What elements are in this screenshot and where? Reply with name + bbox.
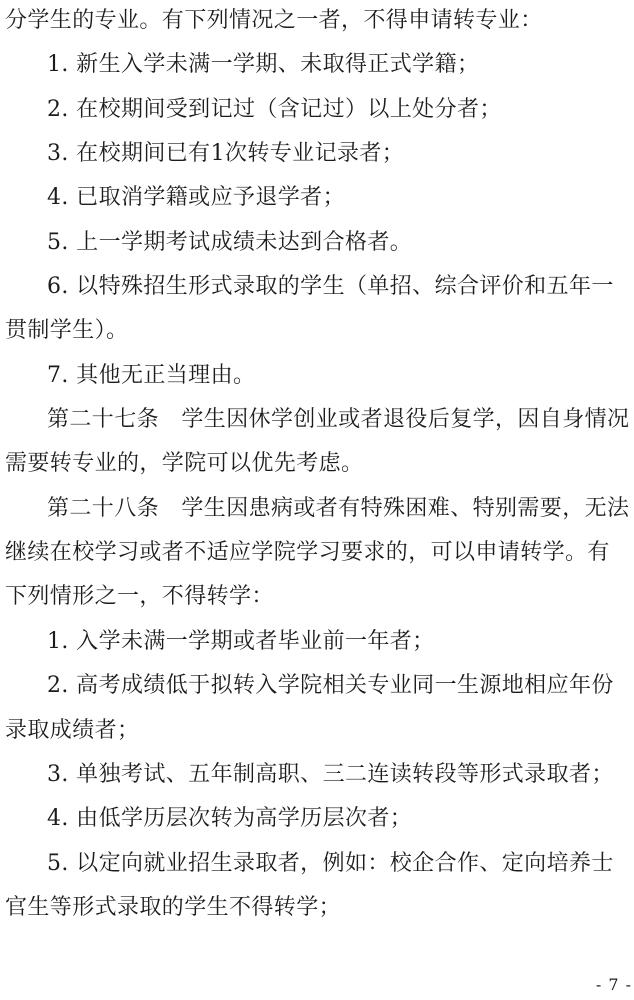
document-page-body bbox=[5, 0, 629, 930]
text-line: 官生等形式录取的学生不得转学； bbox=[5, 894, 342, 920]
list-item: 3. 单独考试、五年制高职、三二连读转段等形式录取者； bbox=[47, 761, 614, 787]
list-item: 1. 入学未满一学期或者毕业前一年者； bbox=[47, 628, 435, 654]
page-number: - 7 - bbox=[595, 975, 632, 994]
list-item: 5. 上一学期考试成绩未达到合格者。 bbox=[47, 229, 413, 255]
text-line: 下列情形之一，不得转学： bbox=[5, 584, 274, 610]
list-item: 3. 在校期间已有1次转专业记录者； bbox=[47, 141, 405, 167]
text-line: 需要转专业的，学院可以优先考虑。 bbox=[5, 451, 364, 477]
list-item: 5. 以定向就业招生录取者，例如：校企合作、定向培养士 bbox=[47, 850, 614, 876]
text-line: 继续在校学习或者不适应学院学习要求的，可以申请转学。有 bbox=[5, 540, 610, 566]
list-item: 2. 在校期间受到记过（含记过）以上处分者； bbox=[47, 96, 502, 122]
text-line: 分学生的专业。有下列情况之一者，不得申请转专业： bbox=[5, 8, 543, 33]
text-line: 录取成绩者； bbox=[5, 717, 140, 743]
list-item: 6. 以特殊招生形式录取的学生（单招、综合评价和五年一 bbox=[47, 274, 614, 300]
text-line: 贯制学生）。 bbox=[5, 318, 129, 344]
list-item: 7. 其他无正当理由。 bbox=[47, 362, 256, 388]
list-item: 4. 已取消学籍或应予退学者； bbox=[47, 185, 345, 211]
list-item: 1. 新生入学未满一学期、未取得正式学籍； bbox=[47, 52, 480, 78]
list-item: 4. 由低学历层次转为高学历层次者； bbox=[47, 806, 413, 832]
article-heading-line: 第二十七条 学生因休学创业或者退役后复学，因自身情况 bbox=[47, 407, 630, 433]
article-heading-line: 第二十八条 学生因患病或者有特殊困难、特别需要，无法 bbox=[47, 495, 630, 521]
list-item: 2. 高考成绩低于拟转入学院相关专业同一生源地相应年份 bbox=[47, 673, 614, 699]
